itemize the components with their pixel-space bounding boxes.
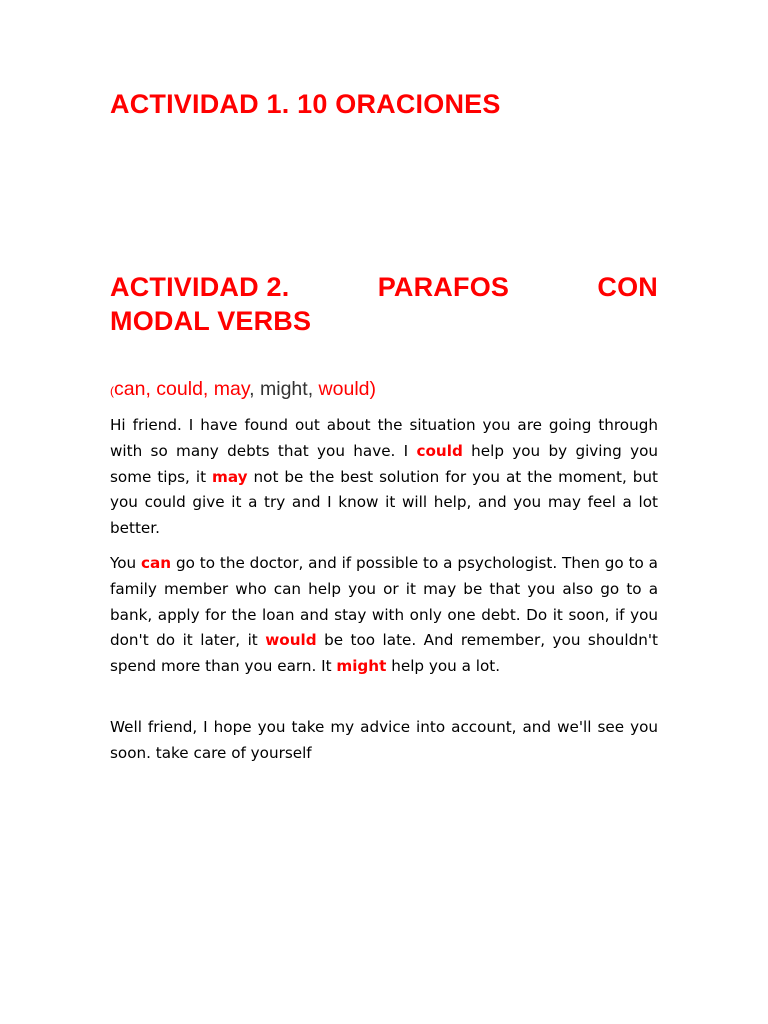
modal-can: can bbox=[114, 378, 146, 400]
activity-2-heading-line1 bbox=[110, 270, 658, 304]
highlight-can: can bbox=[141, 554, 172, 572]
paragraph-text: help you a lot. bbox=[386, 657, 501, 676]
modal-could: could bbox=[156, 378, 203, 400]
modal-sep: , bbox=[145, 378, 157, 400]
highlight-may: may bbox=[212, 467, 248, 486]
paragraph-text: not be the best solution for you at the moment, but you could give it a try and I know it will help, and you may feel a lot better. bbox=[110, 467, 658, 538]
modal-sep: , bbox=[307, 378, 319, 400]
paragraph-text: go to the doctor, and if possible to a psychologist. Then go to a family member who can help you or it may be that you also go to a bank, apply for the loan and stay with only one debt. Do it soon, if you don't do it later, it bbox=[110, 554, 658, 650]
paragraph-3 bbox=[110, 715, 658, 767]
highlight-might: might bbox=[336, 657, 387, 676]
paragraph-text: Well friend, I hope you take my advice into account, and we'll see you soon. take care of yourself bbox=[110, 718, 658, 762]
modal-sep: , bbox=[202, 378, 214, 400]
highlight-would: would bbox=[265, 631, 317, 650]
activity-1-heading: ACTIVIDAD 1. 10 ORACIONES bbox=[110, 89, 501, 119]
activity-2-heading-line2: MODAL VERBS bbox=[110, 306, 312, 336]
paragraph-text: be too late. And remember, you shouldn't spend more than you earn. It bbox=[110, 631, 658, 676]
modal-list-open-paren: ( bbox=[110, 384, 114, 398]
modal-might: might bbox=[260, 378, 308, 400]
highlight-could: could bbox=[416, 441, 463, 460]
activity-2-word-parafos: PARAFOS bbox=[377, 272, 510, 302]
paragraph-text: help you by giving you some tips, it bbox=[110, 441, 658, 486]
activity-2-heading bbox=[110, 270, 658, 338]
activity-2-label: ACTIVIDAD 2. bbox=[110, 272, 290, 302]
paragraph-1 bbox=[110, 413, 658, 542]
paragraph-text: Hi friend. I have found out about the situation you are going through with so many debts that you have. I bbox=[110, 416, 658, 460]
paragraph-text: You bbox=[110, 554, 142, 572]
modal-list-close-paren: ) bbox=[369, 378, 376, 400]
modal-would: would bbox=[318, 378, 370, 400]
modal-may: may bbox=[213, 378, 250, 400]
modal-verbs-list bbox=[110, 375, 376, 405]
modal-sep: , bbox=[249, 378, 261, 400]
paragraph-2 bbox=[110, 551, 658, 680]
activity-2-word-con: CON bbox=[597, 272, 658, 302]
